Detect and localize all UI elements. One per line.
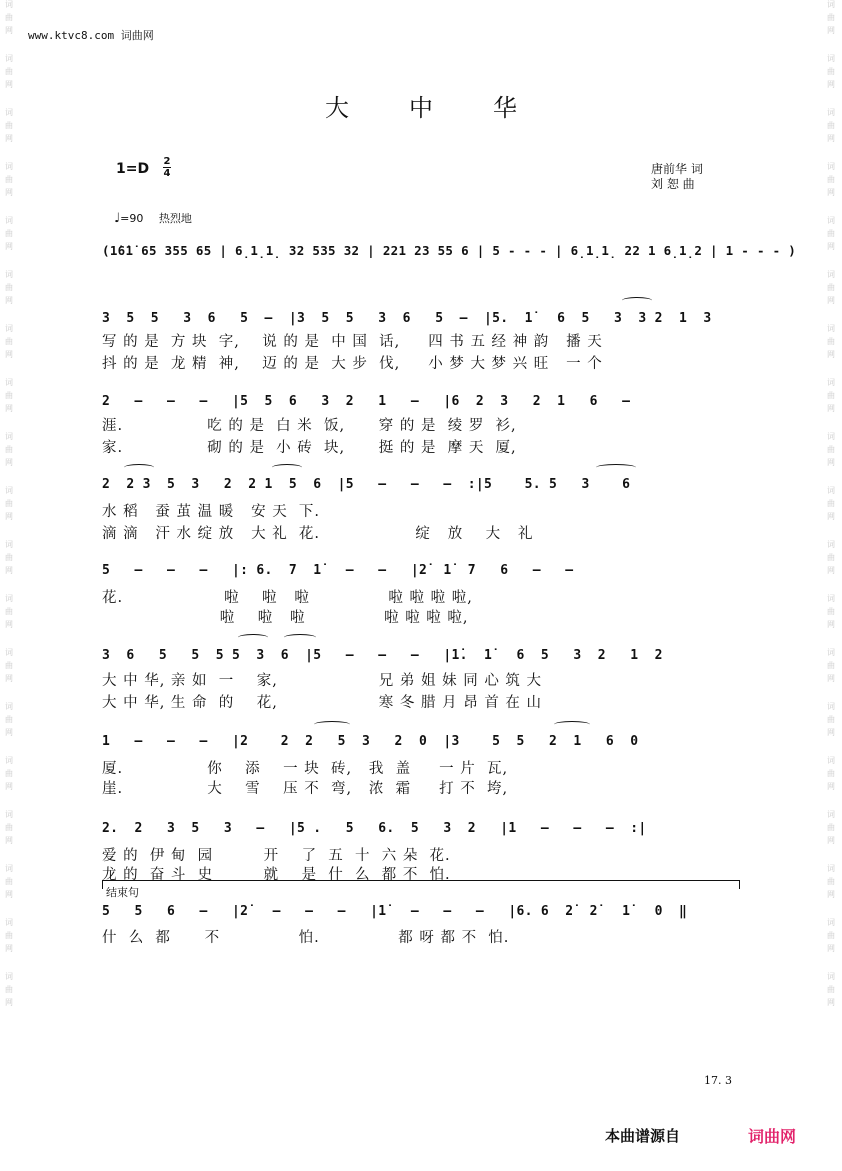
quarter-note-icon: ♩ — [114, 211, 121, 226]
source-brand-link[interactable]: 词曲网 — [748, 1127, 797, 1146]
lyrics-line-6-verse-2: 崖. 大 雪 压 不 弯, 浓 霜 打 不 垮, — [102, 781, 509, 797]
watermark-char: 网 — [5, 728, 13, 737]
notes-line-6: 1 – – – |2 2 2 5 3 2 0 |3 5 5 2 1 6 0 — [102, 734, 639, 749]
watermark-char: 曲 — [827, 67, 835, 76]
watermark-char: 曲 — [5, 175, 13, 184]
watermark-char: 曲 — [5, 229, 13, 238]
watermark-char: 网 — [5, 350, 13, 359]
watermark-char: 曲 — [827, 877, 835, 886]
watermark-char: 曲 — [5, 13, 13, 22]
watermark-char: 网 — [827, 296, 835, 305]
watermark-char: 曲 — [5, 985, 13, 994]
watermark-char: 网 — [827, 674, 835, 683]
watermark-char: 网 — [5, 80, 13, 89]
watermark-char: 网 — [827, 458, 835, 467]
watermark-char: 词 — [5, 162, 13, 171]
source-label: 本曲谱源自 — [605, 1127, 681, 1145]
time-signature-bottom: 4 — [163, 168, 171, 179]
watermark-char: 网 — [5, 836, 13, 845]
notes-line-1: 3 5 5 3 6 5 – |3 5 5 3 6 5 – |5. 1̇ 6 5 3 3 2 1 3 — [102, 311, 712, 326]
watermark-char: 网 — [827, 404, 835, 413]
watermark-char: 曲 — [5, 553, 13, 562]
watermark-char: 曲 — [827, 283, 835, 292]
watermark-char: 词 — [827, 108, 835, 117]
watermark-char: 曲 — [827, 121, 835, 130]
watermark-char: 词 — [5, 702, 13, 711]
watermark-char: 网 — [5, 458, 13, 467]
watermark-char: 曲 — [5, 67, 13, 76]
watermark-char: 词 — [827, 216, 835, 225]
watermark-char: 曲 — [827, 661, 835, 670]
watermark-char: 词 — [5, 864, 13, 873]
credits — [651, 162, 703, 192]
lyrics-line-4-verse-1: 花. 啦 啦 啦 啦 啦 啦 啦, — [102, 590, 473, 606]
watermark-char: 曲 — [5, 499, 13, 508]
watermark-char: 词 — [827, 432, 835, 441]
watermark-char: 网 — [827, 836, 835, 845]
watermark-char: 曲 — [827, 391, 835, 400]
watermark-char: 词 — [827, 756, 835, 765]
watermark-char: 网 — [5, 890, 13, 899]
watermark-char: 曲 — [5, 283, 13, 292]
watermark-char: 曲 — [5, 823, 13, 832]
time-signature — [163, 156, 171, 179]
ending-label: 结束句 — [106, 886, 139, 899]
composer-credit: 刘 恕 曲 — [651, 177, 695, 191]
tempo-marking — [114, 210, 192, 226]
watermark-char: 词 — [5, 432, 13, 441]
watermark-char: 曲 — [5, 391, 13, 400]
watermark-char: 曲 — [827, 337, 835, 346]
watermark-char: 网 — [827, 944, 835, 953]
watermark-char: 曲 — [827, 931, 835, 940]
watermark-char: 网 — [5, 188, 13, 197]
watermark-char: 曲 — [827, 13, 835, 22]
watermark-char: 词 — [827, 486, 835, 495]
watermark-char: 网 — [5, 782, 13, 791]
watermark-char: 曲 — [5, 769, 13, 778]
watermark-char: 词 — [827, 324, 835, 333]
watermark-char: 网 — [5, 998, 13, 1007]
watermark-char: 词 — [5, 540, 13, 549]
watermark-char: 网 — [5, 512, 13, 521]
watermark-char: 词 — [5, 810, 13, 819]
lyrics-line-2-verse-2: 家. 砌 的 是 小 砖 块, 挺 的 是 摩 天 厦, — [102, 440, 517, 456]
watermark-char: 词 — [5, 594, 13, 603]
watermark-char: 词 — [827, 0, 835, 9]
lyrics-line-6-verse-1: 厦. 你 添 一 块 砖, 我 盖 一 片 瓦, — [102, 761, 509, 777]
lyrics-line-5-verse-2: 大 中 华, 生 命 的 花, 寒 冬 腊 月 昂 首 在 山 — [102, 695, 543, 711]
watermark-char: 曲 — [5, 445, 13, 454]
slur — [238, 634, 268, 641]
watermark-char: 词 — [827, 702, 835, 711]
lyrics-line-8: 什 么 都 不 怕. 都 呀 都 不 怕. — [102, 930, 510, 946]
watermark-char: 词 — [827, 162, 835, 171]
watermark-char: 词 — [827, 270, 835, 279]
watermark-char: 网 — [827, 512, 835, 521]
watermark-char: 曲 — [827, 715, 835, 724]
watermark-char: 词 — [5, 378, 13, 387]
watermark-char: 词 — [5, 54, 13, 63]
watermark-char: 网 — [5, 134, 13, 143]
watermark-char: 曲 — [827, 229, 835, 238]
slur — [272, 464, 302, 471]
site-url[interactable]: www.ktvc8.com 词曲网 — [28, 29, 154, 42]
key-signature: 1=D — [116, 161, 150, 177]
notes-line-5: 3 6 5 5 5 5 3 6 |5 – – – |1̇. 1̇ 6 5 3 2 1 2 — [102, 648, 663, 663]
watermark-char: 曲 — [827, 499, 835, 508]
watermark-char: 词 — [5, 972, 13, 981]
watermark-char: 网 — [5, 26, 13, 35]
lyrics-line-3-verse-2: 滴 滴 汗 水 绽 放 大 礼 花. 绽 放 大 礼 — [102, 526, 534, 542]
tempo-value: =90 — [120, 212, 144, 225]
watermark-char: 网 — [827, 728, 835, 737]
lyrics-line-1-verse-1: 写 的 是 方 块 字, 说 的 是 中 国 话, 四 书 五 经 神 韵 播 天 — [102, 334, 603, 350]
notes-line-2: 2 – – – |5 5 6 3 2 1 – |6 2 3 2 1 6 – — [102, 394, 631, 409]
watermark-char: 曲 — [5, 121, 13, 130]
watermark-char: 词 — [827, 594, 835, 603]
watermark-char: 网 — [5, 620, 13, 629]
slur — [554, 721, 590, 728]
watermark-char: 曲 — [5, 337, 13, 346]
watermark-char: 词 — [827, 810, 835, 819]
lyrics-line-4-verse-2: 啦 啦 啦 啦 啦 啦 啦, — [102, 610, 469, 626]
lyrics-line-7-verse-2: 龙 的 奋 斗 史 就 是 什 么 都 不 怕. — [102, 867, 451, 883]
watermark-char: 曲 — [5, 661, 13, 670]
watermark-char: 曲 — [5, 607, 13, 616]
watermark-char: 词 — [5, 108, 13, 117]
watermark-char: 曲 — [827, 607, 835, 616]
watermark-char: 网 — [827, 134, 835, 143]
slur — [314, 721, 350, 728]
ending-bracket — [102, 880, 740, 889]
watermark-char: 网 — [827, 242, 835, 251]
watermark-char: 网 — [827, 620, 835, 629]
left-watermark-strip — [2, 0, 16, 1171]
watermark-char: 词 — [827, 864, 835, 873]
watermark-char: 词 — [5, 648, 13, 657]
watermark-char: 网 — [5, 566, 13, 575]
time-signature-top: 2 — [163, 156, 171, 167]
watermark-char: 词 — [5, 270, 13, 279]
notes-line-8: 5 5 6 – |2̇ – – – |1̇ – – – |6. 6 2̇ 2̇ 1̇ 0 ‖ — [102, 904, 688, 919]
watermark-char: 网 — [827, 350, 835, 359]
watermark-char: 曲 — [5, 931, 13, 940]
watermark-char: 曲 — [827, 553, 835, 562]
slur — [284, 634, 316, 641]
watermark-char: 网 — [827, 188, 835, 197]
watermark-char: 网 — [827, 782, 835, 791]
slur — [124, 464, 154, 471]
intro-notes: (1̇6̇1̇ 65 355 65 | 6̣1̣1̣ 32 535 32 | 221 23 55 6 | 5 - - - | 6̣1̣1̣ 22 1 6̣1̣2 | 1 - - - ) — [102, 243, 797, 258]
watermark-char: 词 — [827, 540, 835, 549]
watermark-char: 网 — [827, 998, 835, 1007]
watermark-char: 词 — [827, 648, 835, 657]
watermark-char: 曲 — [5, 715, 13, 724]
watermark-char: 词 — [827, 54, 835, 63]
watermark-char: 网 — [827, 80, 835, 89]
watermark-char: 曲 — [827, 175, 835, 184]
song-title: 大中华 — [325, 94, 577, 122]
watermark-char: 网 — [5, 404, 13, 413]
watermark-char: 曲 — [827, 769, 835, 778]
watermark-char: 曲 — [827, 823, 835, 832]
watermark-char: 网 — [5, 944, 13, 953]
slur — [596, 464, 636, 471]
watermark-char: 词 — [827, 918, 835, 927]
watermark-char: 曲 — [827, 445, 835, 454]
watermark-char: 词 — [827, 378, 835, 387]
lyrics-line-1-verse-2: 抖 的 是 龙 精 神, 迈 的 是 大 步 伐, 小 梦 大 梦 兴 旺 一 个 — [102, 356, 603, 372]
lyrics-line-7-verse-1: 爱 的 伊 甸 园 开 了 五 十 六 朵 花. — [102, 848, 451, 864]
lyricist-credit: 唐前华 词 — [651, 162, 703, 176]
notes-line-7: 2. 2 3 5 3 – |5 . 5 6. 5 3 2 |1 – – – :| — [102, 821, 647, 836]
watermark-char: 词 — [827, 972, 835, 981]
watermark-char: 网 — [827, 26, 835, 35]
notes-line-3: 2 2 3 5 3 2 2 1 5 6 |5 – – – :|5 5. 5 3 6 — [102, 477, 631, 492]
lyrics-line-2-verse-1: 涯. 吃 的 是 白 米 饭, 穿 的 是 绫 罗 衫, — [102, 418, 517, 434]
watermark-char: 网 — [5, 242, 13, 251]
watermark-char: 网 — [5, 674, 13, 683]
watermark-char: 词 — [5, 324, 13, 333]
watermark-char: 词 — [5, 486, 13, 495]
lyrics-line-5-verse-1: 大 中 华, 亲 如 一 家, 兄 弟 姐 妹 同 心 筑 大 — [102, 673, 543, 689]
watermark-char: 曲 — [827, 985, 835, 994]
watermark-char: 词 — [5, 216, 13, 225]
watermark-char: 网 — [5, 296, 13, 305]
notes-line-4: 5 – – – |: 6. 7 1̇ – – |2̇ 1̇ 7 6 – – — [102, 563, 574, 578]
right-watermark-strip — [824, 0, 838, 1171]
watermark-char: 词 — [5, 756, 13, 765]
watermark-char: 曲 — [5, 877, 13, 886]
expression-mark: 热烈地 — [158, 212, 192, 225]
lyrics-line-3-verse-1: 水 稻 蚕 茧 温 暖 安 天 下. — [102, 504, 321, 520]
watermark-char: 词 — [5, 918, 13, 927]
page-number: 17. 3 — [704, 1074, 732, 1087]
watermark-char: 词 — [5, 0, 13, 9]
watermark-char: 网 — [827, 566, 835, 575]
watermark-char: 网 — [827, 890, 835, 899]
slur — [622, 297, 652, 304]
